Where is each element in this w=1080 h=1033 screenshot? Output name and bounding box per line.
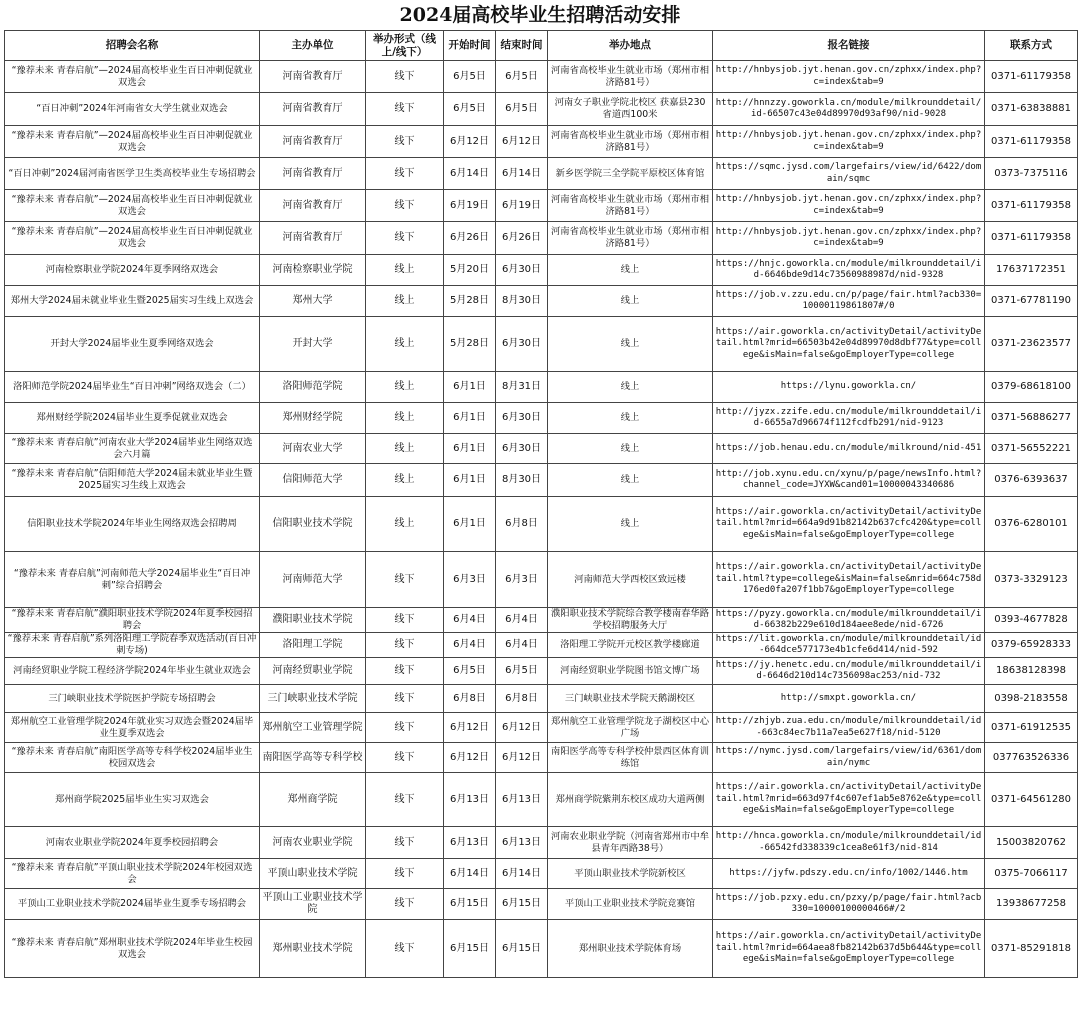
- end-time-cell: 6月5日: [496, 658, 548, 685]
- event-name-cell: “豫荐未来 青春启航”—2024届高校毕业生百日冲刺促就业双选会: [5, 126, 260, 158]
- format-cell: 线上: [366, 317, 444, 372]
- end-time-cell: 6月5日: [496, 61, 548, 93]
- contact-phone-cell: 0375-7066117: [985, 859, 1078, 889]
- table-row: [5, 126, 1078, 158]
- table-row: [5, 93, 1078, 126]
- organizer-cell: 河南经贸职业学院: [260, 658, 366, 685]
- header-contact: 联系方式: [985, 31, 1078, 61]
- venue-cell: 三门峡职业技术学院天鹅湖校区: [548, 685, 713, 713]
- end-time-cell: 6月30日: [496, 255, 548, 286]
- venue-cell: 南阳医学高等专科学校仲景西区体育训练馆: [548, 743, 713, 773]
- end-time-cell: 8月30日: [496, 286, 548, 317]
- organizer-cell: 洛阳理工学院: [260, 633, 366, 658]
- table-row: [5, 317, 1078, 372]
- venue-cell: 河南省高校毕业生就业市场（郑州市相济路81号）: [548, 126, 713, 158]
- end-time-cell: 6月14日: [496, 859, 548, 889]
- contact-phone-cell: 0371-67781190: [985, 286, 1078, 317]
- event-name-cell: 平顶山工业职业技术学院2024届毕业生夏季专场招聘会: [5, 889, 260, 920]
- event-name-cell: 河南农业职业学院2024年夏季校园招聘会: [5, 827, 260, 859]
- table-row: [5, 434, 1078, 464]
- signup-link[interactable]: https://job.v.zzu.edu.cn/p/page/fair.html?acb330=10000119861807#/0: [713, 286, 985, 317]
- organizer-cell: 信阳师范大学: [260, 464, 366, 497]
- end-time-cell: 6月15日: [496, 889, 548, 920]
- event-name-cell: “豫荐未来 青春启航”—2024届高校毕业生百日冲刺促就业双选会: [5, 61, 260, 93]
- end-time-cell: 6月30日: [496, 434, 548, 464]
- signup-link[interactable]: https://jy.henetc.edu.cn/module/milkrounddetail/id-6646d210d14c7356098ac253/nid-732: [713, 658, 985, 685]
- contact-phone-cell: 0371-85291818: [985, 920, 1078, 978]
- event-name-cell: 洛阳师范学院2024届毕业生“百日冲刺”网络双选会（二）: [5, 372, 260, 403]
- organizer-cell: 洛阳师范学院: [260, 372, 366, 403]
- table-row: [5, 658, 1078, 685]
- signup-link[interactable]: https://air.goworkla.cn/activityDetail/activityDetail.html?mrid=664aea8fb82142b637d5b644&type=college&isMain=false&goEmployerType=college: [713, 920, 985, 978]
- start-time-cell: 6月12日: [444, 713, 496, 743]
- organizer-cell: 平顶山职业技术学院: [260, 859, 366, 889]
- event-name-cell: “豫荐未来 青春启航”平顶山职业技术学院2024年校园双选会: [5, 859, 260, 889]
- table-row: [5, 61, 1078, 93]
- start-time-cell: 6月1日: [444, 464, 496, 497]
- event-name-cell: 郑州财经学院2024届毕业生夏季促就业双选会: [5, 403, 260, 434]
- signup-link[interactable]: http://hnbysjob.jyt.henan.gov.cn/zphxx/index.php?c=index&tab=9: [713, 61, 985, 93]
- table-row: [5, 713, 1078, 743]
- end-time-cell: 6月4日: [496, 633, 548, 658]
- event-name-cell: 郑州航空工业管理学院2024年就业实习双选会暨2024届毕业生夏季双选会: [5, 713, 260, 743]
- start-time-cell: 6月8日: [444, 685, 496, 713]
- event-name-cell: “豫荐未来 青春启航”濮阳职业技术学院2024年夏季校园招聘会: [5, 608, 260, 633]
- organizer-cell: 开封大学: [260, 317, 366, 372]
- end-time-cell: 6月12日: [496, 126, 548, 158]
- start-time-cell: 5月28日: [444, 317, 496, 372]
- venue-cell: 平顶山职业技术学院新校区: [548, 859, 713, 889]
- organizer-cell: 河南省教育厅: [260, 190, 366, 222]
- start-time-cell: 6月13日: [444, 827, 496, 859]
- venue-cell: 河南女子职业学院北校区 获嘉县230省道西100米: [548, 93, 713, 126]
- venue-cell: 郑州职业技术学院体育场: [548, 920, 713, 978]
- event-name-cell: “豫荐未来 青春启航”信阳师范大学2024届未就业毕业生暨2025届实习生线上双选会: [5, 464, 260, 497]
- venue-cell: 平顶山工业职业技术学院竞赛馆: [548, 889, 713, 920]
- format-cell: 线下: [366, 552, 444, 608]
- event-name-cell: 河南检察职业学院2024年夏季网络双选会: [5, 255, 260, 286]
- event-name-cell: “豫荐未来 青春启航”河南农业大学2024届毕业生网络双选会六月篇: [5, 434, 260, 464]
- end-time-cell: 6月14日: [496, 158, 548, 190]
- organizer-cell: 河南检察职业学院: [260, 255, 366, 286]
- end-time-cell: 6月30日: [496, 403, 548, 434]
- format-cell: 线下: [366, 633, 444, 658]
- start-time-cell: 6月3日: [444, 552, 496, 608]
- format-cell: 线下: [366, 658, 444, 685]
- venue-cell: 濮阳职业技术学院综合教学楼南春华路学校招聘服务大厅: [548, 608, 713, 633]
- contact-phone-cell: 0371-61912535: [985, 713, 1078, 743]
- venue-cell: 线上: [548, 464, 713, 497]
- organizer-cell: 郑州大学: [260, 286, 366, 317]
- format-cell: 线下: [366, 158, 444, 190]
- event-name-cell: “豫荐未来 青春启航”河南师范大学2024届毕业生“百日冲刺”综合招聘会: [5, 552, 260, 608]
- start-time-cell: 6月12日: [444, 126, 496, 158]
- format-cell: 线下: [366, 827, 444, 859]
- format-cell: 线上: [366, 286, 444, 317]
- format-cell: 线上: [366, 464, 444, 497]
- table-row: [5, 608, 1078, 633]
- organizer-cell: 河南省教育厅: [260, 222, 366, 255]
- table-row: [5, 158, 1078, 190]
- recruitment-table: [4, 30, 1078, 978]
- signup-link[interactable]: http://job.xynu.edu.cn/xynu/p/page/newsInfo.html?channel_code=JYXW&cand01=10000043340686: [713, 464, 985, 497]
- start-time-cell: 5月28日: [444, 286, 496, 317]
- signup-link[interactable]: https://sqmc.jysd.com/largefairs/view/id/6422/domain/sqmc: [713, 158, 985, 190]
- venue-cell: 郑州航空工业管理学院龙子湖校区中心广场: [548, 713, 713, 743]
- header-start-time: 开始时间: [444, 31, 496, 61]
- contact-phone-cell: 17637172351: [985, 255, 1078, 286]
- table-row: [5, 372, 1078, 403]
- event-name-cell: “豫荐未来 青春启航”系列洛阳理工学院春季双选活动(百日冲刺专场): [5, 633, 260, 658]
- signup-link[interactable]: https://air.goworkla.cn/activityDetail/activityDetail.html?type=college&isMain=false&mrid=664c758d176ed0fa207f1bb7&goEmployerType=college: [713, 552, 985, 608]
- organizer-cell: 河南省教育厅: [260, 61, 366, 93]
- table-row: [5, 552, 1078, 608]
- venue-cell: 河南省高校毕业生就业市场（郑州市相济路81号）: [548, 61, 713, 93]
- contact-phone-cell: 15003820762: [985, 827, 1078, 859]
- start-time-cell: 6月4日: [444, 608, 496, 633]
- table-row: [5, 889, 1078, 920]
- format-cell: 线下: [366, 685, 444, 713]
- format-cell: 线下: [366, 713, 444, 743]
- contact-phone-cell: 0371-64561280: [985, 773, 1078, 827]
- event-name-cell: 河南经贸职业学院工程经济学院2024年毕业生就业双选会: [5, 658, 260, 685]
- organizer-cell: 郑州商学院: [260, 773, 366, 827]
- format-cell: 线下: [366, 190, 444, 222]
- start-time-cell: 6月5日: [444, 658, 496, 685]
- start-time-cell: 6月12日: [444, 743, 496, 773]
- header-organizer: 主办单位: [260, 31, 366, 61]
- format-cell: 线上: [366, 372, 444, 403]
- format-cell: 线下: [366, 889, 444, 920]
- table-row: [5, 773, 1078, 827]
- organizer-cell: 南阳医学高等专科学校: [260, 743, 366, 773]
- venue-cell: 线上: [548, 286, 713, 317]
- signup-link[interactable]: https://hnjc.goworkla.cn/module/milkrounddetail/id-6646bde9d14c73560988987d/nid-9328: [713, 255, 985, 286]
- table-row: [5, 286, 1078, 317]
- contact-phone-cell: 0373-7375116: [985, 158, 1078, 190]
- table-row: [5, 497, 1078, 552]
- end-time-cell: 6月5日: [496, 93, 548, 126]
- venue-cell: 河南省高校毕业生就业市场（郑州市相济路81号）: [548, 222, 713, 255]
- header-end-time: 结束时间: [496, 31, 548, 61]
- table-row: [5, 685, 1078, 713]
- start-time-cell: 6月15日: [444, 889, 496, 920]
- format-cell: 线下: [366, 608, 444, 633]
- start-time-cell: 6月14日: [444, 158, 496, 190]
- organizer-cell: 濮阳职业技术学院: [260, 608, 366, 633]
- event-name-cell: “豫荐未来 青春启航”—2024届高校毕业生百日冲刺促就业双选会: [5, 190, 260, 222]
- start-time-cell: 6月1日: [444, 403, 496, 434]
- header-format: 举办形式（线上/线下）: [366, 31, 444, 61]
- event-name-cell: 三门峡职业技术学院医护学院专场招聘会: [5, 685, 260, 713]
- event-name-cell: “百日冲刺”2024届河南省医学卫生类高校毕业生专场招聘会: [5, 158, 260, 190]
- contact-phone-cell: 0376-6393637: [985, 464, 1078, 497]
- end-time-cell: 6月13日: [496, 827, 548, 859]
- venue-cell: 河南经贸职业学院图书馆文博广场: [548, 658, 713, 685]
- signup-link[interactable]: https://lit.goworkla.cn/module/milkrounddetail/id-664dce577173e4b1cfe6d414/nid-592: [713, 633, 985, 658]
- end-time-cell: 6月8日: [496, 497, 548, 552]
- format-cell: 线下: [366, 743, 444, 773]
- signup-link[interactable]: https://air.goworkla.cn/activityDetail/activityDetail.html?mrid=66503b42e04d89970d8dbf77&type=college&isMain=false&goEmployerType=college: [713, 317, 985, 372]
- signup-link[interactable]: http://zhjyb.zua.edu.cn/module/milkrounddetail/id-663c84ec7b11a7ea5e627f18/nid-5120: [713, 713, 985, 743]
- contact-phone-cell: 0371-23623577: [985, 317, 1078, 372]
- signup-link[interactable]: https://job.henau.edu.cn/module/milkround/nid-451: [713, 434, 985, 464]
- contact-phone-cell: 0376-6280101: [985, 497, 1078, 552]
- table-row: [5, 255, 1078, 286]
- table-row: [5, 633, 1078, 658]
- table-body: [5, 61, 1078, 978]
- signup-link[interactable]: https://air.goworkla.cn/activityDetail/activityDetail.html?mrid=663d97f4c607ef1ab5e8762e&type=college&isMain=false&goEmployerType=college: [713, 773, 985, 827]
- signup-link[interactable]: https://jyfw.pdszy.edu.cn/info/1002/1446.htm: [713, 859, 985, 889]
- start-time-cell: 6月15日: [444, 920, 496, 978]
- signup-link[interactable]: https://air.goworkla.cn/activityDetail/activityDetail.html?mrid=664a9d91b82142b637cfc420&type=college&isMain=false&goEmployerType=college: [713, 497, 985, 552]
- start-time-cell: 6月1日: [444, 434, 496, 464]
- contact-phone-cell: 0371-63838881: [985, 93, 1078, 126]
- format-cell: 线下: [366, 859, 444, 889]
- table-header-row: [5, 31, 1078, 61]
- venue-cell: 线上: [548, 434, 713, 464]
- format-cell: 线下: [366, 93, 444, 126]
- signup-link[interactable]: http://hnca.goworkla.cn/module/milkrounddetail/id-66542fd338339c1cea8e61f3/nid-814: [713, 827, 985, 859]
- organizer-cell: 河南省教育厅: [260, 93, 366, 126]
- end-time-cell: 6月8日: [496, 685, 548, 713]
- contact-phone-cell: 0398-2183558: [985, 685, 1078, 713]
- organizer-cell: 平顶山工业职业技术学院: [260, 889, 366, 920]
- end-time-cell: 6月12日: [496, 743, 548, 773]
- contact-phone-cell: 0371-61179358: [985, 190, 1078, 222]
- start-time-cell: 5月20日: [444, 255, 496, 286]
- start-time-cell: 6月1日: [444, 497, 496, 552]
- venue-cell: 线上: [548, 372, 713, 403]
- end-time-cell: 6月13日: [496, 773, 548, 827]
- table-row: [5, 743, 1078, 773]
- start-time-cell: 6月1日: [444, 372, 496, 403]
- table-row: [5, 859, 1078, 889]
- event-name-cell: “豫荐未来 青春启航”南阳医学高等专科学校2024届毕业生校园双选会: [5, 743, 260, 773]
- signup-link[interactable]: https://pyzy.goworkla.cn/module/milkrounddetail/id-66382b229e610d184aee8ede/nid-6726: [713, 608, 985, 633]
- format-cell: 线下: [366, 126, 444, 158]
- header-venue: 举办地点: [548, 31, 713, 61]
- start-time-cell: 6月5日: [444, 93, 496, 126]
- format-cell: 线上: [366, 403, 444, 434]
- page-title: 2024届高校毕业生招聘活动安排: [399, 4, 681, 26]
- venue-cell: 郑州商学院紫荆东校区成功大道两侧: [548, 773, 713, 827]
- start-time-cell: 6月13日: [444, 773, 496, 827]
- header-signup-link: 报名链接: [713, 31, 985, 61]
- contact-phone-cell: 0371-61179358: [985, 126, 1078, 158]
- organizer-cell: 信阳职业技术学院: [260, 497, 366, 552]
- signup-link[interactable]: http://hnbysjob.jyt.henan.gov.cn/zphxx/index.php?c=index&tab=9: [713, 190, 985, 222]
- format-cell: 线上: [366, 497, 444, 552]
- signup-link[interactable]: http://jyzx.zzife.edu.cn/module/milkrounddetail/id-6655a7d96674f112fcdfb291/nid-9123: [713, 403, 985, 434]
- organizer-cell: 三门峡职业技术学院: [260, 685, 366, 713]
- start-time-cell: 6月4日: [444, 633, 496, 658]
- venue-cell: 洛阳理工学院开元校区教学楼廊道: [548, 633, 713, 658]
- start-time-cell: 6月26日: [444, 222, 496, 255]
- venue-cell: 河南师范大学西校区致远楼: [548, 552, 713, 608]
- organizer-cell: 河南农业职业学院: [260, 827, 366, 859]
- contact-phone-cell: 037763526336: [985, 743, 1078, 773]
- signup-link[interactable]: http://hnnzzy.goworkla.cn/module/milkrounddetail/id-66507c43e04d89970d93af90/nid-9028: [713, 93, 985, 126]
- signup-link[interactable]: http://smxpt.goworkla.cn/: [713, 685, 985, 713]
- start-time-cell: 6月14日: [444, 859, 496, 889]
- format-cell: 线上: [366, 434, 444, 464]
- end-time-cell: 6月3日: [496, 552, 548, 608]
- organizer-cell: 郑州航空工业管理学院: [260, 713, 366, 743]
- contact-phone-cell: 0379-65928333: [985, 633, 1078, 658]
- start-time-cell: 6月5日: [444, 61, 496, 93]
- signup-link[interactable]: https://nymc.jysd.com/largefairs/view/id/6361/domain/nymc: [713, 743, 985, 773]
- event-name-cell: 郑州商学院2025届毕业生实习双选会: [5, 773, 260, 827]
- venue-cell: 线上: [548, 255, 713, 286]
- organizer-cell: 河南省教育厅: [260, 158, 366, 190]
- event-name-cell: “豫荐未来 青春启航”—2024届高校毕业生百日冲刺促就业双选会: [5, 222, 260, 255]
- end-time-cell: 8月30日: [496, 464, 548, 497]
- signup-link[interactable]: https://job.pzxy.edu.cn/pzxy/p/page/fair.html?acb330=10000100000466#/2: [713, 889, 985, 920]
- event-name-cell: 信阳职业技术学院2024年毕业生网络双选会招聘周: [5, 497, 260, 552]
- table-row: [5, 222, 1078, 255]
- organizer-cell: 河南农业大学: [260, 434, 366, 464]
- table-row: [5, 403, 1078, 434]
- format-cell: 线下: [366, 920, 444, 978]
- end-time-cell: 6月30日: [496, 317, 548, 372]
- table-row: [5, 827, 1078, 859]
- end-time-cell: 6月19日: [496, 190, 548, 222]
- format-cell: 线上: [366, 255, 444, 286]
- contact-phone-cell: 0371-56552221: [985, 434, 1078, 464]
- organizer-cell: 郑州职业技术学院: [260, 920, 366, 978]
- event-name-cell: “百日冲刺”2024年河南省女大学生就业双选会: [5, 93, 260, 126]
- format-cell: 线下: [366, 61, 444, 93]
- end-time-cell: 8月31日: [496, 372, 548, 403]
- venue-cell: 河南农业职业学院（河南省郑州市中牟县青年西路38号）: [548, 827, 713, 859]
- contact-phone-cell: 0379-68618100: [985, 372, 1078, 403]
- end-time-cell: 6月15日: [496, 920, 548, 978]
- format-cell: 线下: [366, 222, 444, 255]
- table-row: [5, 190, 1078, 222]
- format-cell: 线下: [366, 773, 444, 827]
- signup-link[interactable]: http://hnbysjob.jyt.henan.gov.cn/zphxx/index.php?c=index&tab=9: [713, 126, 985, 158]
- table-row: [5, 464, 1078, 497]
- contact-phone-cell: 0371-56886277: [985, 403, 1078, 434]
- venue-cell: 线上: [548, 497, 713, 552]
- end-time-cell: 6月4日: [496, 608, 548, 633]
- header-name: 招聘会名称: [5, 31, 260, 61]
- organizer-cell: 郑州财经学院: [260, 403, 366, 434]
- event-name-cell: 开封大学2024届毕业生夏季网络双选会: [5, 317, 260, 372]
- organizer-cell: 河南师范大学: [260, 552, 366, 608]
- signup-link[interactable]: https://lynu.goworkla.cn/: [713, 372, 985, 403]
- contact-phone-cell: 0393-4677828: [985, 608, 1078, 633]
- contact-phone-cell: 0371-61179358: [985, 61, 1078, 93]
- venue-cell: 河南省高校毕业生就业市场（郑州市相济路81号）: [548, 190, 713, 222]
- venue-cell: 线上: [548, 403, 713, 434]
- table-row: [5, 920, 1078, 978]
- organizer-cell: 河南省教育厅: [260, 126, 366, 158]
- start-time-cell: 6月19日: [444, 190, 496, 222]
- signup-link[interactable]: http://hnbysjob.jyt.henan.gov.cn/zphxx/index.php?c=index&tab=9: [713, 222, 985, 255]
- contact-phone-cell: 18638128398: [985, 658, 1078, 685]
- contact-phone-cell: 0373-3329123: [985, 552, 1078, 608]
- end-time-cell: 6月26日: [496, 222, 548, 255]
- venue-cell: 线上: [548, 317, 713, 372]
- contact-phone-cell: 13938677258: [985, 889, 1078, 920]
- end-time-cell: 6月12日: [496, 713, 548, 743]
- contact-phone-cell: 0371-61179358: [985, 222, 1078, 255]
- venue-cell: 新乡医学院三全学院平原校区体育馆: [548, 158, 713, 190]
- event-name-cell: “豫荐未来 青春启航”郑州职业技术学院2024年毕业生校园双选会: [5, 920, 260, 978]
- event-name-cell: 郑州大学2024届未就业毕业生暨2025届实习生线上双选会: [5, 286, 260, 317]
